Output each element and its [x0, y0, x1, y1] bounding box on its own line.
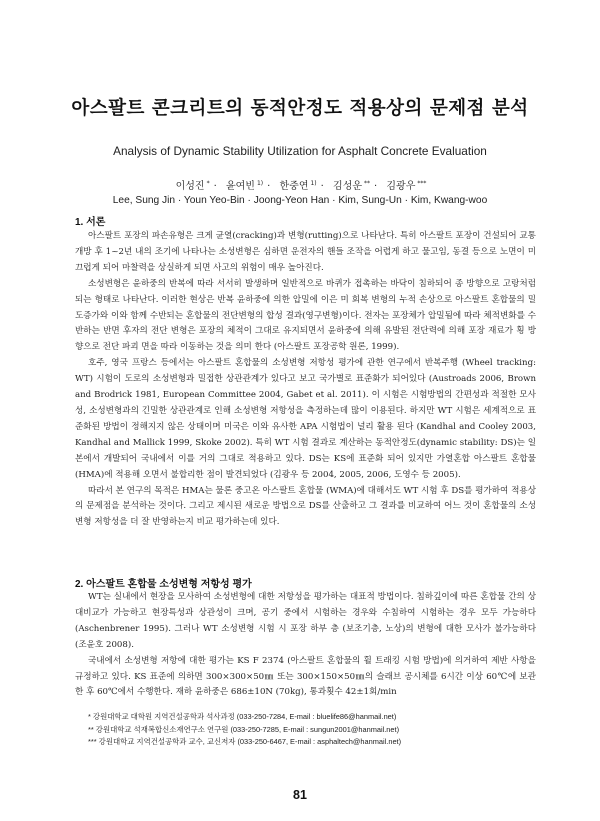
author-name: 김성운: [333, 181, 363, 192]
body-paragraph: 소성변형은 윤하중의 반복에 따라 서서히 발생하며 일반적으로 바퀴가 접촉하는 바닥이 침하되어 종 방향으로 고랑처럼 되는 형태로 나타난다. 이러한 현상은 반복 윤하중에 의한 압밀에 이은 미 회복 변형의 누적 손상으로 아스팔트 혼합물의 밀도증가와 이와 함께 수반되는 혼합물의 전단변형의 합성 결과(영구변형)이다. 전자는 포장체가 압밀됨에 따라 체적변화를 수반하는 반면 후자의 전단 변형은 포장의 체적이 그대로 유지되면서 윤하중에 의해 유발된 전단력에 의해 포장 재료가 횡 방향으로 전단 파괴 면을 따라 이동하는 것을 의미 한다 (아스팔트 포장공학 원론, 1999).: [75, 278, 536, 353]
author-affiliation-mark: ***: [417, 180, 427, 187]
body-paragraph: 국내에서 소성변형 저항에 대한 평가는 KS F 2374 (아스팔트 혼합물의 휠 트래킹 시험 방법)에 의거하여 제반 사항을 규정하고 있다. KS 표준에 의하면 300×300×50㎜ 또는 300×150×50㎜의 슬래브 공시체를 6시간 이상 60℃에 보관 한 후 60℃에서 수행한다. 재하 윤하중은 686±10N (70kg), 통과횟수 42±1회/min: [75, 655, 536, 698]
paper-title-english: Analysis of Dynamic Stability Utilization for Asphalt Concrete Evaluation: [113, 144, 487, 158]
section-heading-evaluation: 2. 아스팔트 혼합물 소성변형 저항성 평가: [75, 579, 252, 590]
section-heading-introduction: 1. 서론: [75, 217, 106, 228]
author-name: 한중연: [279, 181, 309, 192]
author-separator: ·: [213, 181, 217, 192]
author-affiliation-mark: *: [206, 180, 210, 187]
author-separator: ·: [374, 181, 378, 192]
author-affiliation-mark: **: [364, 180, 371, 187]
footnote-researcher: ** 강원대학교 석재복합신소재연구소 연구원 (033-250-7285, E-mail : sungun2001@hanmail.net): [88, 724, 400, 734]
section-body-evaluation: [75, 590, 536, 701]
author-list-english: Lee, Sung Jin · Youn Yeo-Bin · Joong-Yeon Han · Kim, Sung-Un · Kim, Kwang-woo: [112, 195, 488, 206]
author-name: 윤여빈: [225, 181, 255, 192]
body-paragraph: WT는 실내에서 현장을 모사하여 소성변형에 대한 저항성을 평가하는 대표적 방법이다. 침하깊이에 따른 혼합물 간의 상대비교가 가능하고 현장특성과 상관성이 크며, 공기 중에서 시험하는 경우와 수침하여 시험하는 경우 모두 가능하다 (Aschenbrener 1995). 그러나 WT 소성변형 시험 시 포장 하부 층 (보조기층, 노상)의 변형에 대한 모사가 불가능하다 (조윤호 2008).: [75, 592, 536, 650]
author-name: 김광우: [386, 181, 416, 192]
author-affiliation-mark: 1): [256, 180, 264, 187]
page-number: 81: [293, 788, 307, 802]
author-separator: ·: [320, 181, 324, 192]
author-affiliation-mark: 1): [310, 180, 317, 187]
author-separator: ·: [267, 181, 271, 192]
body-paragraph: 아스팔트 포장의 파손유형은 크게 균열(cracking)과 변형(rutting)으로 나타난다. 특히 아스팔트 포장이 건설되어 교통개방 후 1~2년 내의 조기에 나타나는 소성변형은 심하면 운전자의 핸들 조작을 어렵게 하고 물고임, 동결 등으로 노면이 미끄럽게 되어 마찰력을 상실하게 되면 사고의 위험이 매우 높아진다.: [75, 231, 536, 273]
author-list-korean: [0, 177, 600, 192]
author-footnotes: [88, 711, 548, 749]
paper-title-korean: 아스팔트 콘크리트의 동적안정도 적용상의 문제점 분석: [71, 98, 529, 119]
body-paragraph: 따라서 본 연구의 목적은 HMA는 물론 중고온 아스팔트 혼합물 (WMA)에 대해서도 WT 시험 후 DS를 평가하여 적용상의 문제점을 분석하는 것이다. 그리고 제시된 새로운 방법으로 DS를 산출하고 그 결과를 비교하여 어느 것이 혼합물의 소성변형 저항성을 더 잘 반영하는지 비교 평가하는데 있다.: [75, 485, 536, 528]
author-name: 이성진: [175, 181, 205, 192]
footnote-first-author: * 강원대학교 대학원 지역건설공학과 석사과정 (033-250-7284, E-mail : bluelife86@hanmail.net): [88, 712, 397, 721]
body-paragraph: 호주, 영국 프랑스 등에서는 아스팔트 혼합물의 소성변형 저항성 평가에 관한 연구에서 반복주행 (Wheel tracking: WT) 시험이 도로의 소성변형과 밀접한 상관관계가 있다고 보고 국가별로 표준화가 되어있다 (Austroads 2006, Brown and Brodrick 1981, European Committee 2004, Gabet et al. 2011). 이 시험은 시험방법의 간편성과 적절한 모사성, 소성변형과의 긴밀한 상관관계로 인해 소성변형 저항성을 측정하는데 많이 이용된다. 하지만 WT 시험은 세계적으로 표준화된 방법이 정해지지 않은 상태이며 미국은 이와 유사한 APA 시험법이 널리 활용 된다 (Kandhal and Cooley 2003, Kandhal and Mallick 1999, Skoke 2002). 특히 WT 시험 결과로 계산하는 동적안정도(dynamic stability: DS)는 일본에서 개발되어 국내에서 이를 거의 그대로 적용하고 있다. DS는 KS에 표준화 되어 있지만 가열혼합 아스팔트 혼합물 (HMA)에 적용해 오면서 불합리한 점이 발견되었다 (김광우 등 2004, 2005, 2006, 도영수 등 2005).: [75, 358, 536, 480]
section-body-introduction: [75, 229, 536, 531]
footnote-corresponding-author: *** 강원대학교 지역건설공학과 교수, 교신저자 (033-250-6467, E-mail : asphaltech@hanmail.net): [88, 737, 402, 747]
